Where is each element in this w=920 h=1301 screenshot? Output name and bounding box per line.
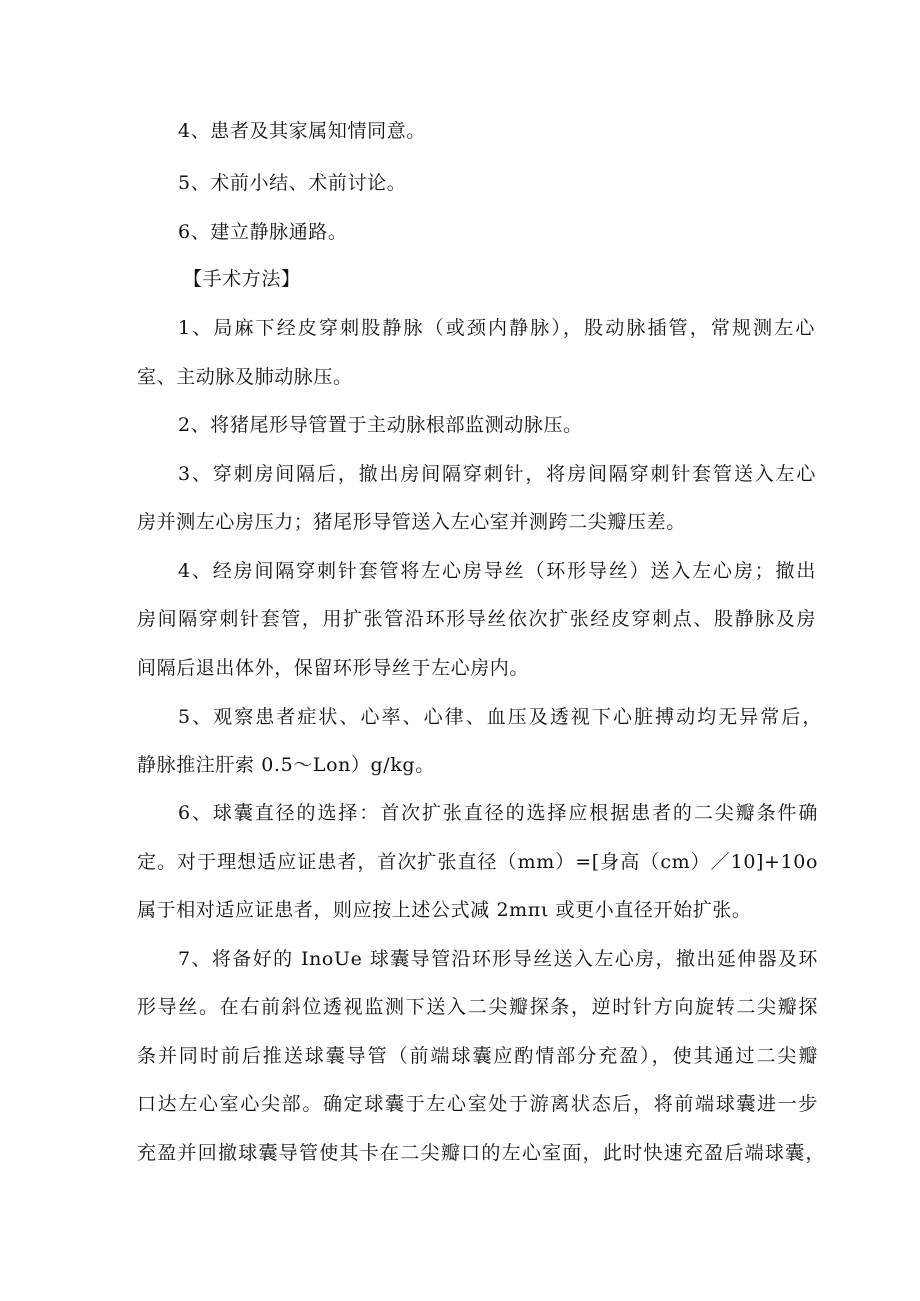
method-line: 6、球囊直径的选择：首次扩张直径的选择应根据患者的二尖瓣条件确 — [178, 802, 818, 824]
method-line: 形导丝。在右前斜位透视监测下送入二尖瓣探条，逆时针方向旋转二尖瓣探 — [137, 996, 818, 1018]
method-line: 房并测左心房压力；猪尾形导管送入左心室并测跨二尖瓣压差。 — [137, 511, 686, 533]
method-line: 条并同时前后推送球囊导管（前端球囊应酌情部分充盈），使其通过二尖瓣 — [137, 1045, 818, 1067]
method-line: 定。对于理想适应证患者，首次扩张直径（mm）=[身高（cm）／10]+10o — [137, 851, 818, 873]
method-line: 4、经房间隔穿刺针套管将左心房导丝（环形导丝）送入左心房；撤出 — [178, 560, 816, 582]
preop-item-4: 4、患者及其家属知情同意。 — [178, 120, 426, 142]
method-line: 间隔后退出体外，保留环形导丝于左心房内。 — [137, 657, 530, 679]
method-line: 室、主动脉及肺动脉压。 — [137, 366, 353, 388]
method-line: 7、将备好的 InoUe 球囊导管沿环形导丝送入左心房，撤出延伸器及环 — [178, 948, 818, 970]
method-line: 5、观察患者症状、心率、心律、血压及透视下心脏搏动均无异常后， — [178, 706, 822, 728]
method-line: 房间隔穿刺针套管，用扩张管沿环形导丝依次扩张经皮穿刺点、股静脉及房 — [137, 608, 816, 630]
preop-item-5: 5、术前小结、术前讨论。 — [178, 172, 407, 194]
method-line: 静脉推注肝索 0.5～Lon）g/kg。 — [137, 754, 435, 776]
method-line: 口达左心室心尖部。确定球囊于左心室处于游离状态后，将前端球囊进一步 — [137, 1093, 818, 1115]
method-line: 2、将猪尾形导管置于主动脉根部监测动脉压。 — [178, 414, 583, 436]
method-line: 属于相对适应证患者，则应按上述公式减 2mπι 或更小直径开始扩张。 — [137, 899, 752, 921]
method-line: 1、局麻下经皮穿刺股静脉（或颈内静脉），股动脉插管，常规测左心 — [178, 317, 815, 339]
method-line: 充盈并回撤球囊导管使其卡在二尖瓣口的左心室面，此时快速充盈后端球囊， — [137, 1142, 825, 1164]
method-line: 3、穿刺房间隔后，撤出房间隔穿刺针，将房间隔穿刺针套管送入左心 — [178, 463, 816, 485]
preop-item-6: 6、建立静脉通路。 — [178, 221, 348, 243]
section-heading: 【手术方法】 — [183, 268, 301, 290]
